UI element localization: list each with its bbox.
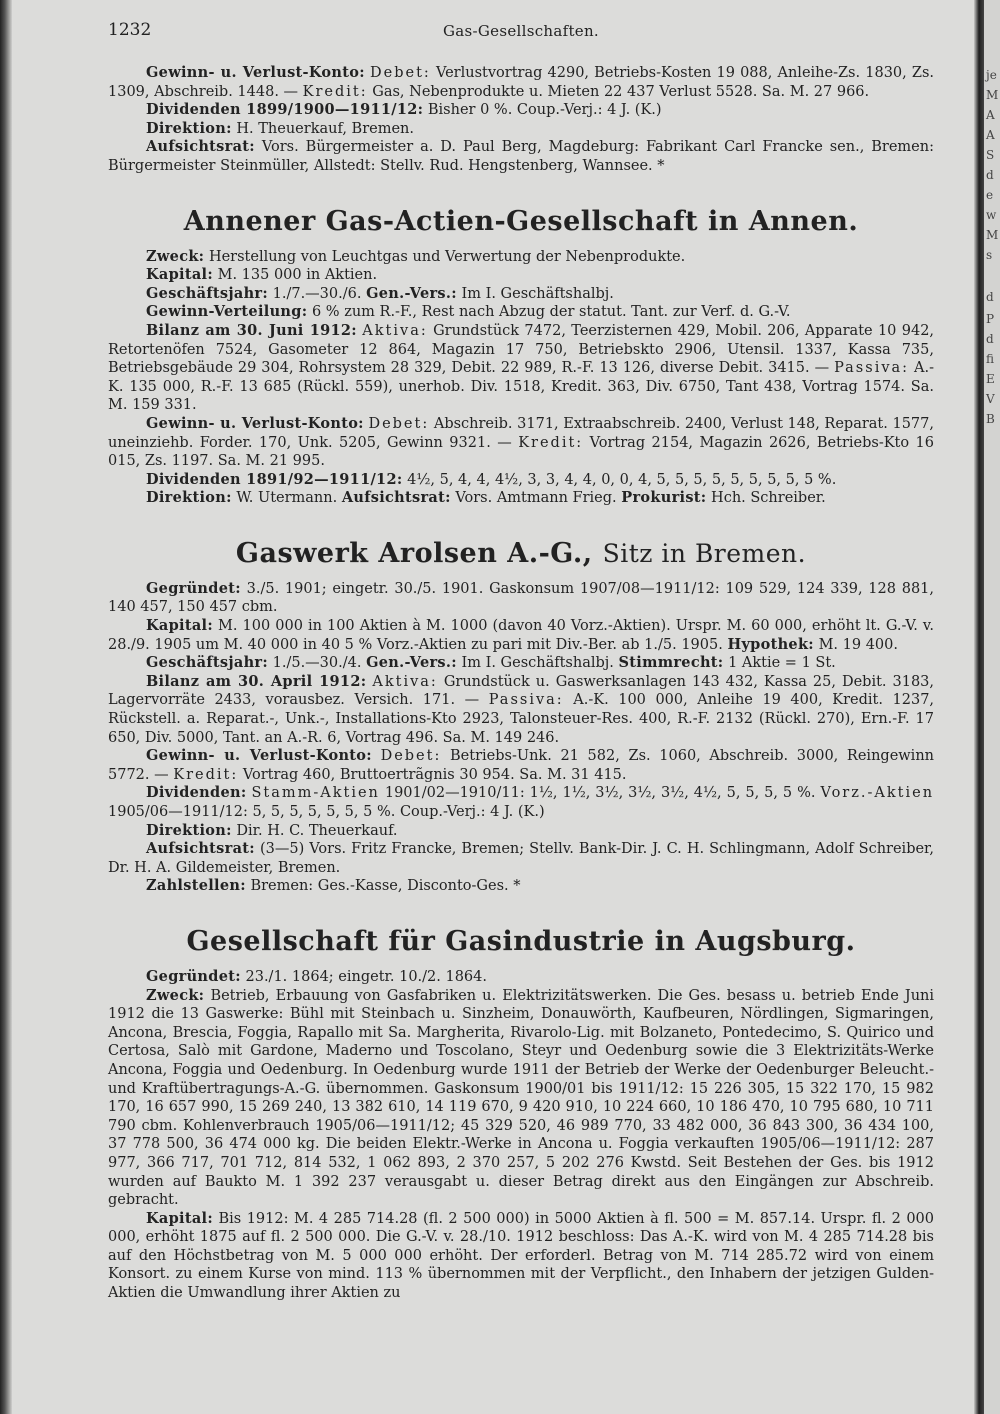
field-text: Herstellung von Leuchtgas und Verwertung der Nebenprodukte. [208, 248, 686, 265]
gewinn-verlust-paragraph [108, 64, 934, 101]
field-label: Gen.-Vers.: [366, 654, 457, 672]
adjacent-fragment: d [986, 290, 994, 304]
field-label: Bilanz am 30. Juni 1912: [146, 321, 357, 339]
entry-title-main: Gaswerk Arolsen A.-G., [235, 537, 593, 569]
field-label: Stimmrecht: [618, 654, 724, 672]
geschaeftsjahr-paragraph [108, 285, 934, 304]
field-text: 1./5.—30./4. [272, 655, 362, 672]
aktiva-label: Aktiva: [372, 673, 438, 690]
field-text: 1./7.—30./6. [272, 285, 362, 302]
direktion-paragraph [108, 120, 934, 139]
zweck-paragraph [108, 248, 934, 267]
debet-label: Debet: [370, 65, 431, 81]
passiva-text: A.-K. 100 000, Anleihe 19 400, Kredit. 1237, Rückstell. a. Reparat.-, Unk.-, Installations-Kto 2923, Talonsteuer-Res. 400, R.-F. 2132 (Rückl. 270), Ern.-F. 17 650, Div. 5000, Tant. an A.-R. 6, Vortrag 496. Sa. M. 149 246. [108, 692, 935, 746]
kapital-paragraph [108, 617, 934, 654]
adjacent-fragment: V [986, 392, 995, 406]
entry-arolsen [108, 538, 934, 896]
field-text: (3—5) Vors. Fritz Francke, Bremen; Stellv. Bank-Dir. J. C. H. Schlingmann, Adolf Schreiber, Dr. H. A. Gildemeister, Bremen. [108, 841, 935, 876]
field-label: Aufsichtsrat: [341, 489, 451, 507]
running-title: Gas-Gesellschaften. [442, 22, 599, 40]
field-label: Kapital: [146, 617, 213, 635]
bilanz-paragraph [108, 322, 934, 415]
adjacent-fragment: je [986, 68, 997, 82]
field-label: Gegründet: [146, 967, 241, 985]
entry-title [108, 538, 934, 570]
field-text: Im I. Geschäftshalbj. [461, 655, 614, 672]
field-text: Betrieb, Erbauung von Gasfabriken u. Elektrizitätswerken. Die Ges. besass u. betrieb Ende Juni 1912 die 13 Gaswerke: Bühl mit Steinbach u. Sinzheim, Donauwörth, Kaufbeuren, Nördlingen, Sigmaringen, Ancona, Brescia, Foggia, Rapallo mit Sa. Margherita, Rivarolo-Lig. mit Bolzaneto, Pontedecimo, S. Quirico und Certosa, Salò mit Gardone, Maderno und Toscolano, Steyr und Oedenburg sowie die 3 Elektrizitäts-Werke Ancona, Foggia und Oedenburg. In Oedenburg wurde 1911 der Betrieb der Werke der Oedenburger Beleucht.- und Kraftübertragungs-A.-G. übernommen. Gaskonsum 1900/01 bis 1911/12: 15 226 305, 15 322 170, 15 982 170, 16 657 990, 15 269 240, 13 382 610, 14 119 670, 9 420 910, 10 224 660, 10 186 470, 10 795 680, 10 711 790 cbm. Kohlenverbrauch 1905/06—1911/12; 45 329 520, 46 989 770, 33 482 000, 36 843 300, 36 434 100, 37 778 500, 36 474 000 kg. Die beiden Elektr.-Werke in Ancona u. Foggia verkauften 1905/06—1911/12: 287 977, 366 717, 701 712, 814 532, 1 062 893, 2 370 257, 5 202 276 Kwstd. Seit Bestehen der Ges. bis 1912 wurden auf Baukto M. 1 392 237 verausgabt u. dieser Betrag direkt aus den Eingängen zur Abschreib. gebracht. [108, 987, 935, 1209]
debet-label: Debet: [368, 415, 430, 432]
field-text: 3./5. 1901; eingetr. 30./5. 1901. Gaskonsum 1907/08—1911/12: 109 529, 124 339, 128 881, 140 457, 150 457 cbm. [108, 580, 934, 616]
field-text: W. Utermann. [236, 490, 338, 507]
entry-title: Gesellschaft für Gasindustrie in Augsburg. [186, 925, 856, 957]
aktiva-label: Aktiva: [362, 322, 428, 339]
field-label: Prokurist: [621, 489, 707, 507]
adjacent-fragment: fi [986, 352, 995, 366]
field-label: Bilanz am 30. April 1912: [146, 672, 367, 690]
kredit-text: Gas, Nebenprodukte u. Mieten 22 437 Verlust 5528. Sa. M. 27 966. [372, 83, 870, 100]
passiva-label: Passiva: [488, 692, 564, 709]
field-label: Gen.-Vers.: [366, 284, 457, 302]
field-text: Im I. Geschäftshalbj. [461, 285, 614, 302]
entry-title: Annener Gas-Actien-Gesellschaft in Annen. [183, 205, 859, 237]
adjacent-fragment: M [986, 88, 999, 102]
page-number: 1232 [108, 20, 152, 40]
kredit-label: Kredit: [302, 83, 368, 100]
adjacent-fragment: A [986, 108, 995, 122]
field-label: Zahlstellen: [146, 877, 246, 895]
passiva-label: Passiva: [834, 360, 910, 377]
field-text: 6 % zum R.-F., Rest nach Abzug der statut. Tant. zur Verf. d. G.-V. [311, 304, 791, 321]
zweck-paragraph [108, 987, 934, 1210]
field-text: Bis 1912: M. 4 285 714.28 (fl. 2 500 000) in 5000 Aktien à fl. 500 = M. 857.14. Urspr. fl. 2 000 000, erhöht 1875 auf fl. 2 500 000. Die G.-V. v. 28./10. 1912 beschloss: Das A.-K. wird von M. 4 285 714.28 bis auf den Höchstbetrag von M. 5 000 000 erhöht. Der erforderl. Betrag von M. 714 285.72 wird von einem Konsort. zu einem Kurse von mind. 113 % übernommen mit der Verpflicht., den Inhabern der jetzigen Gulden-Aktien die Umwandlung ihrer Aktien zu [108, 1210, 934, 1302]
previous-entry-continuation [108, 64, 934, 176]
gewinn-verlust-paragraph [108, 415, 934, 471]
vorz-text: 1905/06—1911/12: 5, 5, 5, 5, 5, 5, 5 %. Coup.-Verj.: 4 J. (K.) [108, 804, 545, 820]
field-text: M. 100 000 in 100 Aktien à M. 1000 (davon 40 Vorz.-Aktien). Urspr. M. 60 000, erhöht lt. G.-V. v. 28./9. 1905 um M. 40 000 in 40 5 % Vorz.-Aktien zu pari mit Div.-Ber. ab 1./5. 1905. [108, 618, 935, 653]
field-label: Dividenden: [146, 784, 247, 802]
adjacent-fragment: d [986, 332, 994, 346]
gewinnverteilung-paragraph [108, 303, 934, 322]
entry-title-sub: Sitz in Bremen. [602, 538, 807, 568]
zahlstellen-paragraph [108, 877, 934, 896]
adjacent-fragment: w [986, 208, 997, 222]
bilanz-paragraph [108, 673, 934, 747]
dividenden-paragraph [108, 101, 934, 120]
field-label: Zweck: [146, 247, 205, 265]
aktiva-text: Grundstück 7472, Teerzisternen 429, Mobil. 206, Apparate 10 942, Retortenöfen 7524, Gasometer 12 864, Magazin 17 750, Betriebskto 2906, Utensil. 1337, Kassa 735, Betriebsgebäude 29 304, Rohrsystem 28 329, Debit. 22 989, R.-F. 13 126, diverse Debit. 3415. — [108, 322, 935, 377]
gegruendet-paragraph [108, 968, 934, 987]
field-label: Geschäftsjahr: [146, 284, 269, 302]
entry-annen [108, 206, 934, 508]
direktion-paragraph [108, 489, 934, 508]
gewinn-verlust-paragraph [108, 747, 934, 784]
field-label: Aufsichtsrat: [146, 840, 255, 858]
scan-left-edge [0, 0, 12, 1414]
adjacent-fragment: d [986, 168, 994, 182]
field-text: 23./1. 1864; eingetr. 10./2. 1864. [245, 968, 487, 985]
gegruendet-paragraph [108, 580, 934, 617]
field-text: Vors. Bürgermeister a. D. Paul Berg, Magdeburg: Fabrikant Carl Francke sen., Bremen: Bürgermeister Steinmüller, Allstedt: Stellv. Rud. Hengstenberg, Wannsee. * [108, 139, 934, 174]
debet-text: Abschreib. 3171, Extraabschreib. 2400, Verlust 148, Reparat. 1577, uneinziehb. Forder. 170, Unk. 5205, Gewinn 9321. — [108, 415, 934, 451]
field-label: Gegründet: [146, 579, 241, 597]
field-label: Zweck: [146, 986, 205, 1004]
dividenden-paragraph [108, 471, 934, 490]
field-label: Gewinn- u. Verlust-Konto: [146, 747, 372, 765]
field-label: Direktion: [146, 489, 232, 507]
kapital-paragraph [108, 1210, 934, 1303]
field-text: Vors. Amtmann Frieg. [455, 490, 617, 507]
entry-augsburg [108, 926, 934, 1303]
field-label: Geschäftsjahr: [146, 654, 269, 672]
field-text: M. 135 000 in Aktien. [217, 267, 378, 284]
field-text: H. Theuerkauf, Bremen. [236, 120, 414, 137]
adjacent-fragment: P [986, 312, 995, 326]
dividenden-paragraph [108, 784, 934, 821]
field-text: Dir. H. C. Theuerkauf. [236, 822, 398, 839]
aufsichtsrat-paragraph [108, 138, 934, 175]
adjacent-fragment: A [986, 128, 995, 142]
field-text: Bremen: Ges.-Kasse, Disconto-Ges. * [250, 878, 521, 895]
field-label: Direktion: [146, 119, 232, 137]
adjacent-fragment: S [986, 148, 995, 162]
stamm-label: Stamm-Aktien [251, 785, 380, 802]
field-text: Bisher 0 %. Coup.-Verj.: 4 J. (K.) [427, 102, 662, 119]
aktiva-text: Grundstück u. Gaswerksanlagen 143 432, Kassa 25, Debit. 3183, Lagervorräte 2433, vorausbez. Versich. 171. — [108, 673, 935, 709]
field-label: Gewinn- u. Verlust-Konto: [146, 414, 364, 432]
field-text: M. 19 400. [818, 636, 898, 653]
direktion-paragraph [108, 822, 934, 841]
field-label: Gewinn-Verteilung: [146, 303, 308, 321]
adjacent-fragment: s [986, 248, 993, 262]
kredit-text: Vortrag 460, Bruttoertrãgnis 30 954. Sa. M. 31 415. [242, 766, 627, 783]
adjacent-fragment: M [986, 228, 999, 242]
field-label: Gewinn- u. Verlust-Konto: [146, 64, 365, 81]
field-label: Kapital: [146, 1209, 213, 1227]
kredit-text: Vortrag 2154, Magazin 2626, Betriebs-Kto 16 015, Zs. 1197. Sa. M. 21 995. [108, 434, 934, 470]
adjacent-fragment: B [986, 412, 995, 426]
field-label: Kapital: [146, 266, 213, 284]
adjacent-page-strip [984, 0, 1000, 1414]
debet-label: Debet: [380, 748, 442, 765]
field-label: Dividenden 1891/92—1911/12: [146, 470, 403, 488]
field-label: Direktion: [146, 821, 232, 839]
field-label: Aufsichtsrat: [146, 138, 255, 156]
stamm-text: 1901/02—1910/11: 1½, 1½, 3½, 3½, 3½, 4½, 5, 5, 5, 5 %. [384, 785, 816, 802]
field-text: Hch. Schreiber. [711, 490, 826, 507]
binding-gap [974, 0, 984, 1414]
field-label: Dividenden 1899/1900—1911/12: [146, 101, 424, 119]
adjacent-fragment: e [986, 188, 994, 202]
passiva-text: A.-K. 135 000, R.-F. 13 685 (Rückl. 559), unerhob. Div. 1518, Kredit. 363, Div. 6750, Tant 438, Vortrag 1574. Sa. M. 159 331. [108, 360, 935, 414]
field-label: Hypothek: [727, 635, 814, 653]
kapital-paragraph [108, 266, 934, 285]
page-content [108, 64, 934, 1303]
debet-text: Verlustvortrag 4290, Betriebs-Kosten 19 088, Anleihe-Zs. 1830, Zs. 1309, Abschreib. 1448. — [108, 65, 935, 100]
kredit-label: Kredit: [173, 766, 239, 783]
field-text: 4½, 5, 4, 4, 4½, 3, 3, 4, 4, 0, 0, 4, 5, 5, 5, 5, 5, 5, 5, 5, 5 %. [407, 471, 837, 488]
page-header [108, 20, 934, 44]
kredit-label: Kredit: [518, 434, 584, 451]
debet-text: Betriebs-Unk. 21 582, Zs. 1060, Abschreib. 3000, Reingewinn 5772. — [108, 748, 934, 783]
adjacent-fragment: E [986, 372, 995, 386]
field-text: 1 Aktie = 1 St. [728, 655, 836, 672]
aufsichtsrat-paragraph [108, 840, 934, 877]
geschaeftsjahr-paragraph [108, 654, 934, 673]
vorz-label: Vorz.-Aktien [820, 785, 935, 802]
